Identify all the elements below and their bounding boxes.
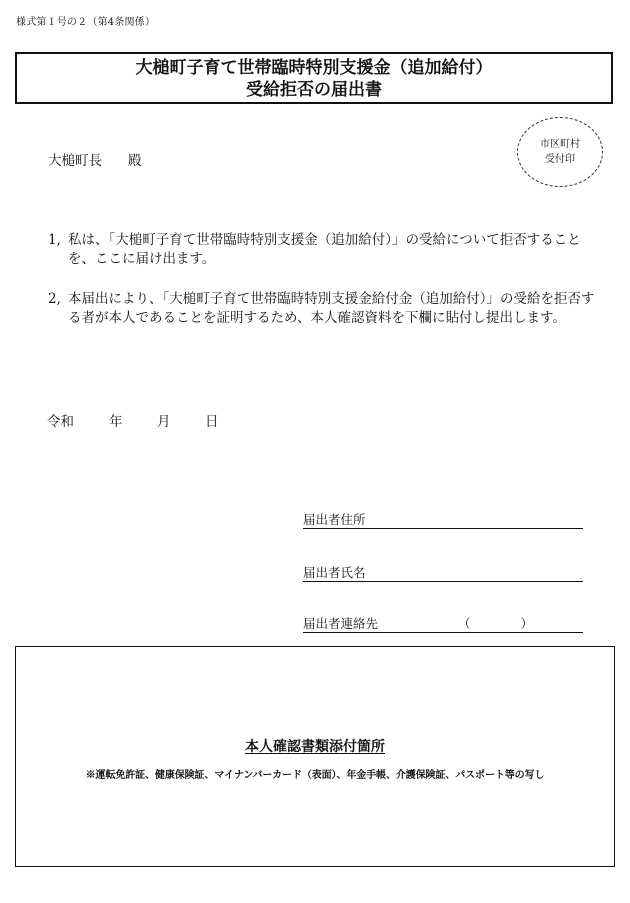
- date-line[interactable]: [47, 410, 219, 430]
- title-line-2: 受給拒否の届出書: [246, 80, 382, 100]
- statement-item-1: [48, 231, 608, 271]
- date-year: 年: [109, 414, 123, 430]
- title-line-1: 大槌町子育て世帯臨時特別支援金（追加給付）: [135, 58, 493, 78]
- form-number: 様式第１号の２（第4条関係）: [16, 17, 156, 28]
- statement-item-2: [48, 290, 608, 350]
- reception-stamp-area: [517, 117, 603, 187]
- date-day: 日: [205, 414, 219, 430]
- title-box: [15, 52, 613, 104]
- item-text: 本届出により、「大槌町子育て世帯臨時特別支援金給付金（追加給付）」の受給を拒否する者が本人であることを証明するため、本人確認資料を下欄に貼付し提出します。: [68, 291, 595, 326]
- contact-parentheses: （ ）: [458, 616, 534, 631]
- stamp-label-line-2: 受付印: [545, 154, 575, 165]
- applicant-address-label: 届出者住所: [303, 512, 366, 527]
- date-era: 令和: [47, 414, 74, 430]
- applicant-address-field[interactable]: [303, 510, 583, 529]
- stamp-label-line-1: 市区町村: [540, 139, 580, 150]
- date-month: 月: [157, 414, 171, 430]
- addressee-title: 大槌町長: [48, 153, 102, 169]
- id-document-attachment-box[interactable]: [15, 646, 615, 867]
- addressee: [48, 149, 142, 169]
- item-number: 1,: [48, 232, 61, 248]
- item-text: 私は、「大槌町子育て世帯臨時特別支援金（追加給付）」の受給について拒否することを、ここに届け出ます。: [68, 232, 581, 267]
- applicant-contact-field[interactable]: [303, 614, 583, 633]
- item-number: 2,: [48, 291, 61, 307]
- addressee-honorific: 殿: [128, 153, 142, 169]
- attachment-title: 本人確認書類添付箇所: [245, 739, 385, 755]
- attachment-note: ※運転免許証、健康保険証、マイナンバーカード（表面）、年金手帳、介護保険証、パスポート等の写し: [85, 770, 545, 781]
- applicant-contact-label: 届出者連絡先: [303, 616, 379, 631]
- applicant-name-field[interactable]: [303, 563, 583, 582]
- applicant-name-label: 届出者氏名: [303, 565, 366, 580]
